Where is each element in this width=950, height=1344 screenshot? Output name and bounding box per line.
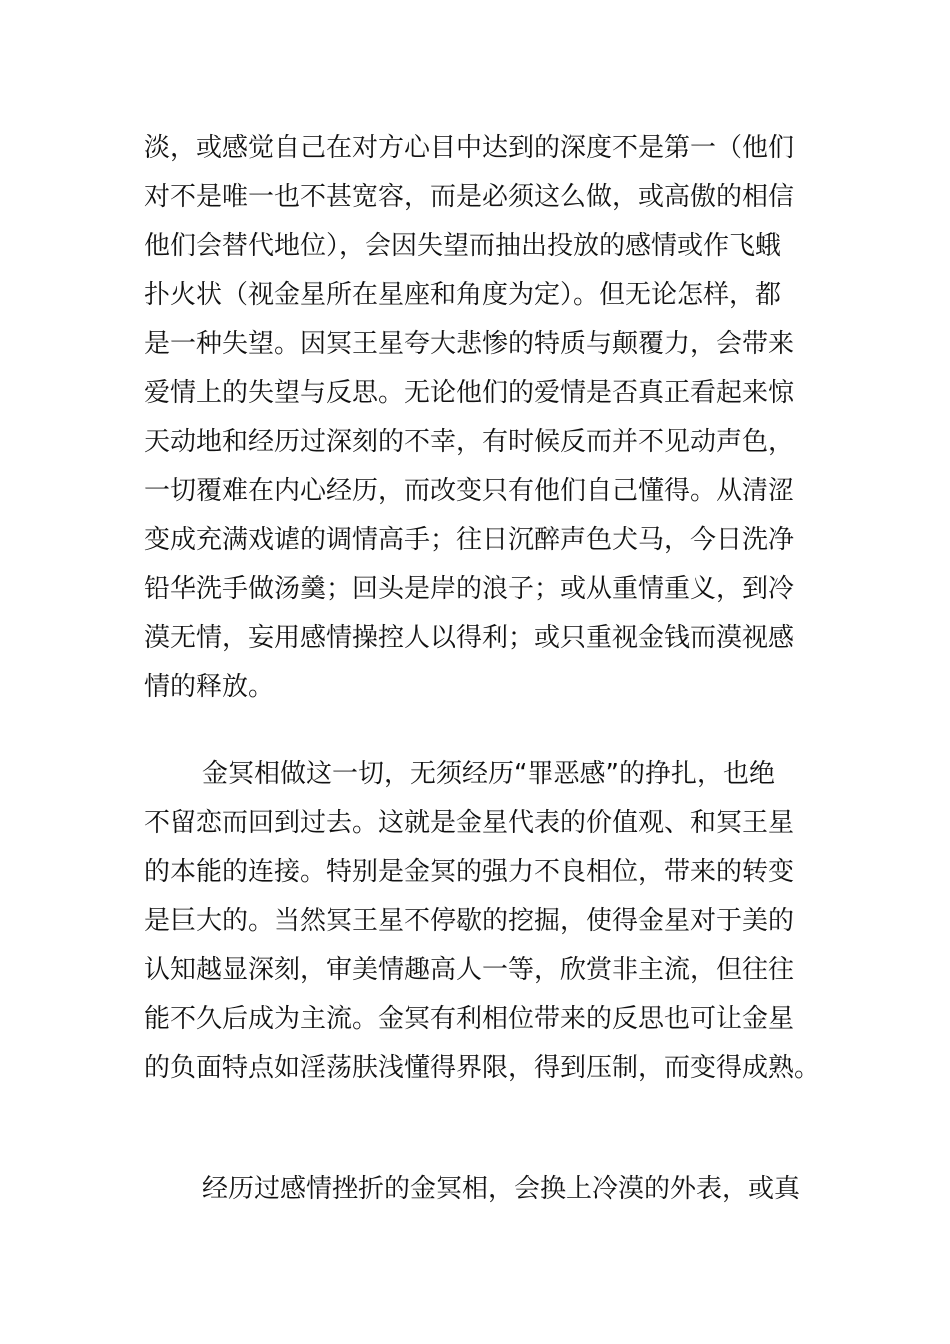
- text-line: 认知越显深刻，审美情趣高人一等，欣赏非主流，但往往: [144, 955, 795, 985]
- text-line: 淡，或感觉自己在对方心目中达到的深度不是第一（他们: [144, 133, 795, 163]
- text-line: 铅华洗手做汤羹；回头是岸的浪子；或从重情重义，到冷: [144, 574, 795, 604]
- paragraph-3: [144, 1165, 804, 1214]
- text-line: 的负面特点如淫荡肤浅懂得界限，得到压制，而变得成熟。: [144, 1053, 821, 1083]
- text-line: 情的释放。: [144, 672, 275, 702]
- text-line: 不留恋而回到过去。这就是金星代表的价值观、和冥王星: [144, 808, 795, 838]
- text-line: 是一种失望。因冥王星夸大悲惨的特质与颠覆力，会带来: [144, 329, 795, 359]
- paragraph-1: [144, 124, 804, 712]
- text-line: 能不久后成为主流。金冥有利相位带来的反思也可让金星: [144, 1004, 795, 1034]
- document-body: [144, 124, 821, 1214]
- text-line: 他们会替代地位），会因失望而抽出投放的感情或作飞蛾: [144, 231, 782, 261]
- text-line: 爱情上的失望与反思。无论他们的爱情是否真正看起来惊: [144, 378, 795, 408]
- text-line: 扑火状（视金星所在星座和角度为定）。但无论怎样，都: [144, 280, 782, 310]
- text-line-indented: 金冥相做这一切，无须经历“罪恶感”的挣扎，也绝: [202, 759, 775, 789]
- paragraph-spacer: [144, 1093, 804, 1165]
- text-line: 漠无情，妄用感情操控人以得利；或只重视金钱而漠视感: [144, 623, 795, 653]
- paragraph-2: [144, 750, 821, 1093]
- text-line: 变成充满戏谑的调情高手；往日沉醉声色犬马，今日洗净: [144, 525, 795, 555]
- text-line: 的本能的连接。特别是金冥的强力不良相位，带来的转变: [144, 857, 795, 887]
- text-line: 对不是唯一也不甚宽容，而是必须这么做，或高傲的相信: [144, 182, 795, 212]
- text-line: 一切覆难在内心经历，而改变只有他们自己懂得。从清涩: [144, 476, 795, 506]
- text-line: 是巨大的。当然冥王星不停歇的挖掘，使得金星对于美的: [144, 906, 795, 936]
- text-line: 天动地和经历过深刻的不幸，有时候反而并不见动声色，: [144, 427, 795, 457]
- text-line-indented: 经历过感情挫折的金冥相，会换上冷漠的外表，或真: [202, 1174, 801, 1204]
- paragraph-spacer: [144, 712, 804, 750]
